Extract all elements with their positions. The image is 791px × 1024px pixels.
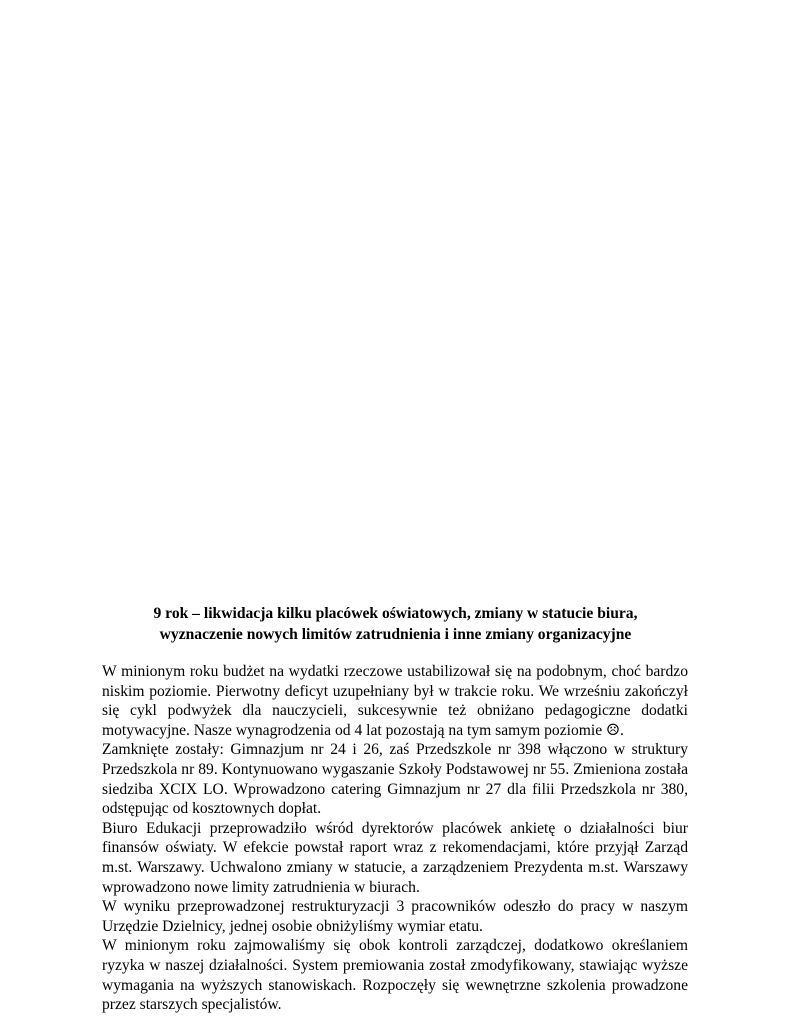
paragraph-budget: W minionym roku budżet na wydatki rzeczowe ustabilizował się na podobnym, choć bardzo niskim poziomie. Pierwotny deficyt uzupełniany był w trakcie roku. We wrześniu zakończył się cykl podwyżek dla nauczycieli, sukcesywnie też obniżano pedagogiczne dodatki motywacyjne. Nasze wynagrodzenia od 4 lat pozostają na tym samym poziomie ☹. <box>102 663 688 739</box>
paragraph-closures: Zamknięte zostały: Gimnazjum nr 24 i 26, zaś Przedszkole nr 398 włączono w struktury Przedszkola nr 89. Kontynuowano wygaszanie Szkoły Podstawowej nr 55. Zmieniona została siedziba XCIX LO. Wprowadzono catering Gimnazjum nr 27 dla filii Przedszkola nr 380, odstępując od kosztownych dopłat. <box>102 741 688 818</box>
paragraph-survey: Biuro Edukacji przeprowadziło wśród dyrektorów placówek ankietę o działalności biur finansów oświaty. W efekcie powstał raport wraz z rekomendacjami, które przyjął Zarząd m.st. Warszawy. Uchwalono zmiany w statucie, a zarządzeniem Prezydenta m.st. Warszawy wprowadzono nowe limity zatrudnienia w biurach. <box>102 819 688 896</box>
heading-line-2: wyznaczenie nowych limitów zatrudnienia i inne zmiany organizacyjne <box>159 626 632 643</box>
paragraph-control: W minionym roku zajmowaliśmy się obok kontroli zarządczej, dodatkowo określaniem ryzyka w naszej działalności. System premiowania został zmodyfikowany, stawiając wyższe wymagania na wyższych stanowiskach. Rozpoczęły się wewnętrzne szkolenia prowadzone przez starszych specjalistów. <box>102 937 688 1014</box>
body-text <box>102 662 688 1015</box>
heading-line-1: 9 rok – likwidacja kilku placówek oświatowych, zmiany w statucie biura, <box>153 605 638 622</box>
section-heading <box>100 603 691 645</box>
paragraph-restructuring: W wyniku przeprowadzonej restrukturyzacji 3 pracowników odeszło do pracy w naszym Urzędzie Dzielnicy, jednej osobie obniżyliśmy wymiar etatu. <box>102 898 688 935</box>
